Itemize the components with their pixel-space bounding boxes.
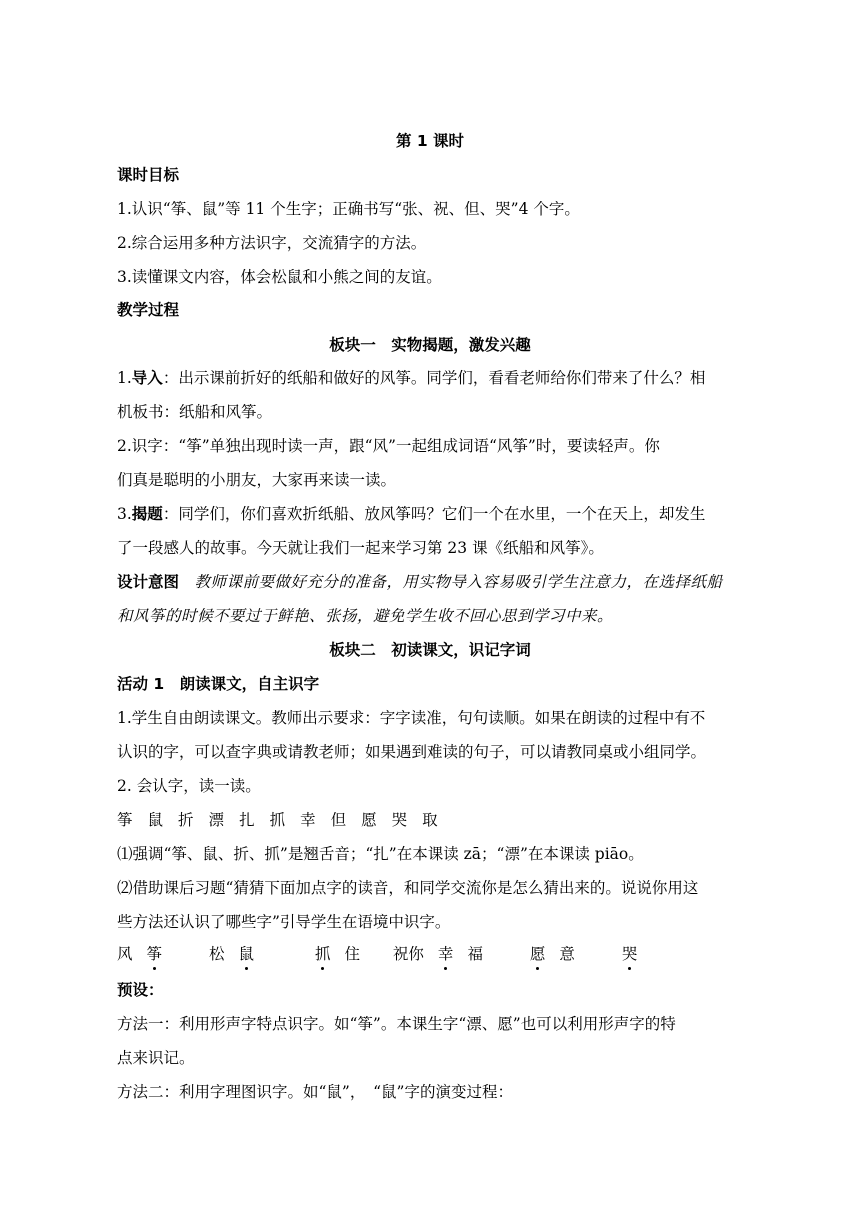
dotted-character: 愿 — [529, 945, 546, 963]
section1-title: 板块一 实物揭题，激发兴趣 — [329, 336, 531, 354]
character: 鼠 — [147, 811, 164, 829]
lesson-title: 第 1 课时 — [395, 132, 465, 150]
word: 风 筝 — [117, 945, 163, 963]
character: 抓 — [269, 811, 286, 829]
design-intent-label: 设计意图 — [117, 573, 180, 591]
bold-term: 导入 — [131, 369, 163, 387]
objective-item: 1.认识“筝、鼠”等 11 个生字；正确书写“张、祝、但、哭”4 个字。 — [117, 200, 580, 218]
paragraph-text: ：出示课前折好的纸船和做好的风筝。同学们，看看老师给你们带来了什么？相 — [162, 369, 706, 387]
character: 但 — [330, 811, 347, 829]
character-list — [117, 810, 777, 830]
design-intent-text: 教师课前要做好充分的准备，用实物导入容易吸引学生注意力，在选择纸船 — [194, 573, 723, 591]
character: 筝 — [117, 811, 133, 829]
paragraph-number: 3. — [117, 505, 132, 523]
paragraph-text: 2. 会认字，读一读。 — [117, 777, 261, 795]
character: 愿 — [361, 811, 377, 829]
method-text: 方法二：利用字理图识字。如“鼠”， “鼠”字的演变过程： — [117, 1083, 513, 1101]
design-intent — [117, 572, 777, 592]
character: 漂 — [208, 811, 225, 829]
word: 祝你 幸 福 — [392, 945, 483, 963]
character: 扎 — [239, 811, 255, 829]
paragraph-text: 2.识字：“筝”单独出现时读一声，跟“风”一起组成词语“风筝”时，要读轻声。你 — [117, 437, 660, 455]
note-text: ⑴强调“筝、鼠、折、抓”是翘舌音；“扎”在本课读 zā；“漂”在本课读 piāo。 — [117, 845, 644, 863]
dotted-character: 哭 — [621, 945, 638, 963]
section2-title: 板块二 初读课文，识记字词 — [329, 641, 531, 659]
paragraph-text: 机板书：纸船和风筝。 — [117, 403, 273, 421]
paragraph-text: 了一段感人的故事。今天就让我们一起来学习第 23 课《纸船和风筝》。 — [117, 539, 604, 557]
preset-label: 预设： — [117, 981, 164, 999]
paragraph-title-reveal — [117, 504, 777, 524]
word: 抓 住 — [314, 945, 360, 963]
dotted-character: 抓 — [314, 945, 331, 963]
note-text: 些方法还认识了哪些字”引导学生在语境中识字。 — [117, 913, 451, 931]
word — [608, 944, 666, 964]
word: 松 鼠 — [208, 945, 254, 963]
paragraph-text: 1.学生自由朗读课文。教师出示要求：字字读准，句句读顺。如果在朗读的过程中有不 — [117, 709, 706, 727]
paragraph-text: ：同学们，你们喜欢折纸船、放风筝吗？它们一个在水里，一个在天上，却发生 — [162, 505, 706, 523]
design-intent-text: 和风筝的时候不要过于鲜艳、张扬，避免学生收不回心思到学习中来。 — [117, 607, 614, 625]
character: 哭 — [391, 811, 408, 829]
character: 取 — [422, 811, 438, 829]
character: 幸 — [300, 811, 316, 829]
objectives-heading: 课时目标 — [117, 166, 180, 184]
character: 折 — [178, 811, 194, 829]
note-text: ⑵借助课后习题“猜猜下面加点字的读音，和同学交流你是怎么猜出来的。说说你用这 — [117, 879, 699, 897]
activity-heading: 活动 1 朗读课文，自主识字 — [117, 675, 320, 693]
bold-term: 揭题 — [131, 505, 163, 523]
dotted-character: 幸 — [437, 945, 454, 963]
method-text: 点来识记。 — [117, 1049, 195, 1067]
paragraph-number: 1. — [117, 369, 132, 387]
paragraph-text: 认识的字，可以查字典或请教老师；如果遇到难读的句子，可以请教同桌或小组同学。 — [117, 743, 707, 761]
paragraph-text: 们真是聪明的小朋友，大家再来读一读。 — [117, 471, 397, 489]
objective-item: 3.读懂课文内容，体会松鼠和小熊之间的友谊。 — [117, 268, 442, 286]
paragraph-import — [117, 368, 777, 388]
objective-item: 2.综合运用多种方法识字，交流猜字的方法。 — [117, 234, 427, 252]
method-text: 方法一：利用形声字特点识字。如“筝”。本课生字“漂、愿”也可以利用形声字的特 — [117, 1015, 676, 1033]
word-list — [117, 944, 777, 964]
dotted-character: 筝 — [146, 945, 163, 963]
word: 愿 意 — [529, 945, 575, 963]
process-heading: 教学过程 — [117, 301, 180, 319]
dotted-character: 鼠 — [238, 945, 254, 963]
